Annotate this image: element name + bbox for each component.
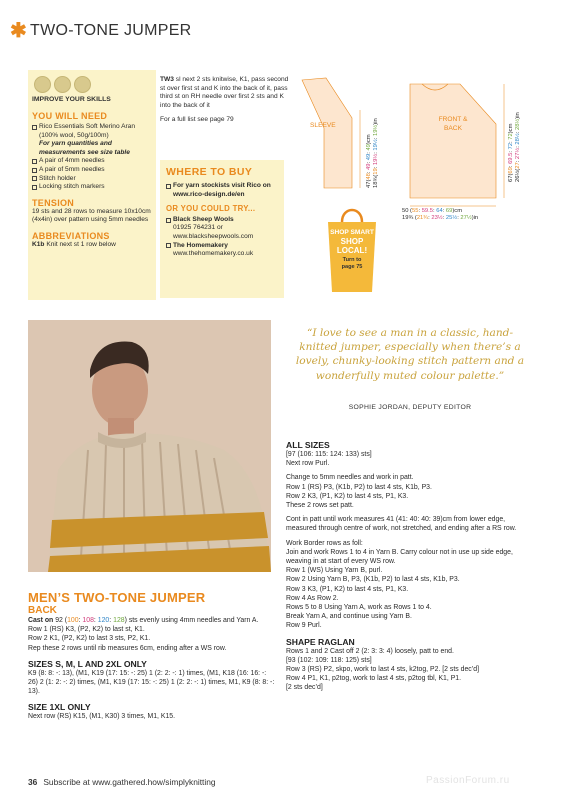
size-schematic: [292, 70, 554, 310]
row2-text: Row 2 K1, (P2, K2) to last 3 sts, P2, K1.: [28, 635, 151, 643]
size-1xl-heading: SIZE 1XL ONLY: [28, 702, 91, 713]
subscribe-link[interactable]: Subscribe at www.gathered.how/simplyknitting: [43, 777, 216, 787]
checkbox-icon: [166, 218, 171, 223]
checkbox-icon: [32, 125, 37, 130]
editor-quote: “I love to see a man in a classic, hand-knitted jumper, especially when there’s a lovely, chunky-looking stitch pattern and a wonderfully muted colour palette.”: [295, 327, 525, 382]
border-row2: Row 2 Using Yarn B, P3, (K1b, P2) to last 4 sts, K1b, P3.: [286, 576, 460, 584]
all-sizes-text: [97 (106: 115: 124: 133) sts]: [286, 451, 372, 458]
checkbox-icon: [166, 184, 171, 189]
checkbox-icon: [32, 168, 37, 173]
list-item: A pair of 5mm needles: [32, 166, 152, 175]
raglan-rows12: Rows 1 and 2 Cast off 2 (2: 3: 3: 4) loosely, patt to end.: [286, 647, 454, 655]
page-footer: [28, 777, 216, 787]
all-sizes-heading: ALL SIZES: [286, 440, 330, 450]
raglan-sts: [93 (102: 109: 118: 125) sts]: [286, 656, 372, 664]
border-text: Work Border rows as foll:: [286, 539, 363, 547]
row1-text: Row 1 (RS) K3, (P2, K2) to last st, K1.: [28, 626, 145, 634]
border-row1: Row 1 (WS) Using Yarn B, purl.: [286, 567, 383, 575]
checkbox-icon: [32, 159, 37, 164]
change-text: Change to 5mm needles and work in patt.: [286, 474, 414, 482]
raglan-row4: Row 4 P1, K1, p2tog, work to last 4 sts, p2tog tbl, K1, P1.: [286, 675, 462, 683]
body-length-measure: 67(69: 69.5: 72: 72)cm 26½(27: 27½: 28½: 28½)in: [508, 112, 521, 182]
tension-text: 19 sts and 28 rows to measure 10x10cm (4x4in) over pattern using 5mm needles: [32, 207, 151, 224]
or-try-heading: OR YOU COULD TRY...: [166, 204, 256, 214]
front-back-label: FRONT & BACK: [438, 116, 468, 132]
size-1xl-text: Next row (RS) K15, (M1, K30) 3 times, M1, K15.: [28, 713, 176, 721]
cast-on-text: Cast on 92 (100: 108: 120: 128) sts evenly using 4mm needles and Yarn A.: [28, 617, 259, 624]
garment-schematic: [292, 70, 554, 310]
yarn-ball-icon: [54, 76, 71, 93]
next-row-text: Next row Purl.: [286, 460, 330, 468]
list-item: A pair of 4mm needles: [32, 157, 152, 166]
tension-heading: TENSION: [32, 197, 75, 208]
pattern-right-column: [286, 440, 536, 693]
rep-text: Rep these 2 rows until rib measures 6cm, ending after a WS row.: [28, 644, 227, 652]
border-row9: Row 9 Purl.: [286, 622, 322, 630]
stockists-item: For yarn stockists visit Rico on www.rico-design.de/en: [166, 182, 280, 199]
shop-item: Black Sheep Wools: [166, 216, 280, 225]
checkbox-icon: [166, 243, 171, 248]
yarn-ball-icon: [34, 76, 51, 93]
shop-smart-line5: page 75: [341, 264, 363, 270]
list-item: Rico Essentials Soft Merino Aran (100% wool, 50g/100m): [32, 123, 152, 140]
shop-smart-line4: Turn to: [342, 257, 362, 263]
tw3-abbreviation: TW3 sl next 2 sts knitwise, K1, pass second st over first st and K into the back of it, pass third st on RH needle over first 2 sts and K into the back of it For a full list see page 79: [160, 76, 289, 124]
border-rows5-8: Rows 5 to 8 Using Yarn A, work as Rows 1 to 4.: [286, 604, 432, 612]
join-text: Join and work Rows 1 to 4 in Yarn B. Carry colour not in use up side edge, weaving in at start of every WS row.: [286, 548, 513, 566]
patt-row1: Row 1 (RS) P3, (K1b, P2) to last 4 sts, K1b, P3.: [286, 483, 432, 491]
checkbox-icon: [32, 185, 37, 190]
cont-text: Cont in patt until work measures 41 (41: 40: 40: 39)cm from lower edge, measured through centre of work, not stretched, and ending after a RS row.: [286, 516, 517, 533]
abbr-text: Knit next st 1 row below: [46, 240, 116, 248]
page-title: TWO-TONE JUMPER: [30, 22, 192, 39]
improve-skills-heading: IMPROVE YOUR SKILLS: [32, 96, 111, 103]
checkbox-icon: [32, 176, 37, 181]
jumper-model-image: [28, 320, 271, 572]
border-row4: Row 4 As Row 2.: [286, 594, 339, 602]
abbr-key: K1b: [32, 240, 45, 248]
quote-author: SOPHIE JORDAN, DEPUTY EDITOR: [348, 404, 472, 411]
back-heading: BACK: [28, 605, 57, 616]
patt-row2: Row 2 K3, (P1, K2) to last 4 sts, P1, K3.: [286, 492, 409, 500]
pattern-left-column: [28, 590, 276, 722]
break-text: Break Yarn A, and continue using Yarn B.: [286, 613, 412, 621]
raglan-row4-dec: [2 sts dec’d]: [286, 684, 323, 692]
skill-level-indicator: [34, 76, 114, 94]
shop-details: www.thehomemakery.co.uk: [173, 250, 254, 258]
abbreviations-heading: ABBREVIATIONS: [32, 230, 110, 241]
patt-set: These 2 rows set patt.: [286, 502, 354, 510]
list-item: Stitch holder: [32, 175, 152, 184]
shop-details: 01925 764231 or www.blacksheepwools.com: [173, 224, 254, 240]
where-to-buy-title: WHERE TO BUY: [166, 166, 253, 178]
sizes-heading: SIZES S, M, L AND 2XL ONLY: [28, 658, 147, 669]
sizes-text: K9 (8: 8: -: 13), (M1, K19 (17: 15: -: 25) 1 (2: 2: -: 1) times, (M1, K18 (16: 16: -: 26) 2 (1: 2: -: 2) times, (M1, K19 (17: 15: -: 25) 1 (2: 2: -: 1) times, M1, K9 (8: 8: -: 13).: [28, 669, 275, 696]
model-photo: [28, 320, 271, 572]
where-to-buy-content: [166, 182, 280, 259]
border-row3: Row 3 K3, (P1, K2) to last 4 sts, P1, K3.: [286, 585, 409, 593]
shop-smart-line2: SHOP: [340, 237, 364, 246]
sleeve-length-measure: 47(48: 49: 49: 49)cm 18¾(19: 19½: 19½: 19½)in: [366, 118, 379, 188]
watermark: PassionForum.ru: [426, 775, 510, 786]
yarn-note: For yarn quantities and measurements see size table: [39, 140, 130, 156]
full-list-note: For a full list see page 79: [160, 116, 234, 124]
raglan-row3: Row 3 (RS) P2, skpo, work to last 4 sts, k2tog, P2. [2 sts dec’d]: [286, 666, 480, 674]
materials-text: [32, 96, 152, 250]
sleeve-label: SLEEVE: [310, 122, 336, 129]
width-measure: 50 (55: 59.5: 64: 69)cm 19¾ (21¾: 23½: 25½: 27½)in: [402, 208, 479, 222]
asterisk-icon: ✱: [10, 20, 27, 42]
shop-smart-line3: LOCAL!: [336, 246, 368, 255]
yarn-ball-icon: [74, 76, 91, 93]
pattern-title: MEN’S TWO-TONE JUMPER: [28, 590, 206, 605]
you-will-need-heading: YOU WILL NEED: [32, 111, 108, 121]
raglan-heading: SHAPE RAGLAN: [286, 636, 355, 647]
shop-smart-line1: SHOP SMART: [330, 229, 374, 236]
shop-item: The Homemakery: [166, 242, 280, 251]
list-item: Locking stitch markers: [32, 183, 152, 192]
page-number: 36: [28, 777, 38, 787]
